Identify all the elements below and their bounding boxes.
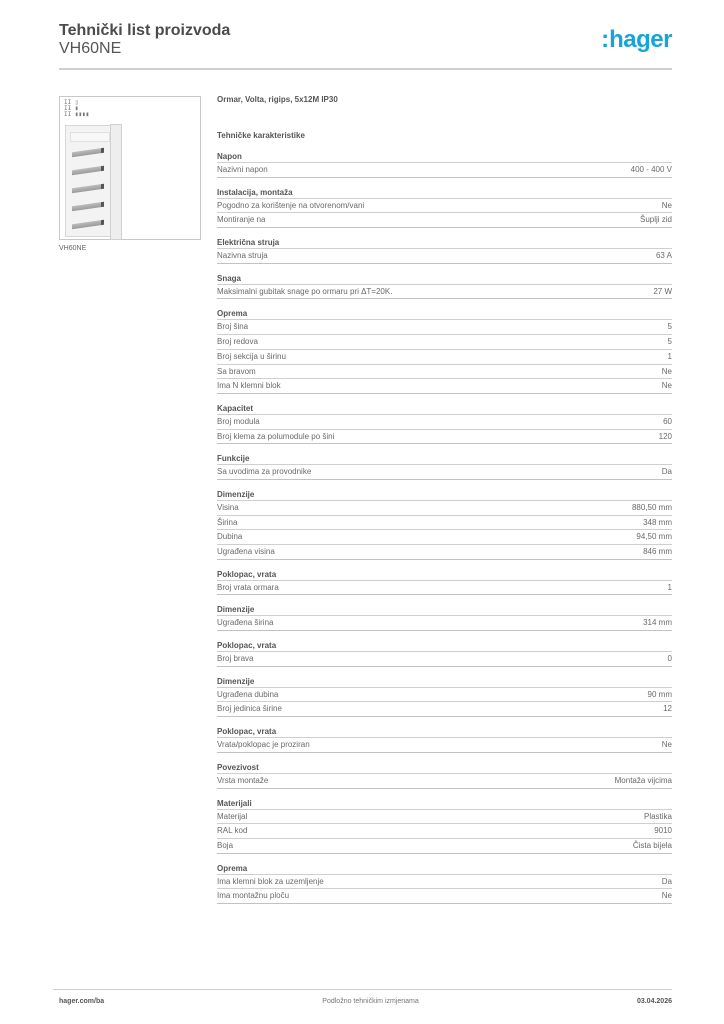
spec-value: Šuplji zid xyxy=(639,215,672,225)
spec-row xyxy=(217,379,672,394)
document-title: Tehnički list proizvoda xyxy=(59,22,231,39)
product-image-caption: VH60NE xyxy=(59,245,87,252)
spec-label: Ima montažnu ploču xyxy=(217,891,290,901)
spec-group xyxy=(217,604,672,631)
spec-group xyxy=(217,676,672,717)
spec-group-title: Dimenzije xyxy=(217,604,672,616)
spec-value: Čista bijela xyxy=(632,840,672,850)
spec-value: Da xyxy=(661,467,672,477)
page-footer xyxy=(59,998,672,1005)
spec-heading: Tehničke karakteristike xyxy=(217,131,305,140)
spec-group-title: Dimenzije xyxy=(217,489,672,501)
spec-label: Vrata/poklopac je proziran xyxy=(217,740,310,750)
logo-text: hager xyxy=(609,26,672,53)
spec-row xyxy=(217,616,672,631)
spec-value: 400 - 400 V xyxy=(630,165,672,174)
spec-label: Vrsta montaže xyxy=(217,775,269,785)
spec-value: 12 xyxy=(663,704,672,714)
spec-content xyxy=(217,94,672,913)
footer-note: Podložno tehničkim izmjenama xyxy=(322,998,419,1005)
spec-row xyxy=(217,530,672,545)
spec-label: Boja xyxy=(217,840,234,850)
spec-value: 0 xyxy=(667,654,672,664)
spec-row xyxy=(217,430,672,445)
spec-row xyxy=(217,810,672,825)
spec-value: 9010 xyxy=(654,826,672,836)
spec-value: 1 xyxy=(667,582,672,592)
spec-label: Ima N klemni blok xyxy=(217,381,281,391)
spec-group xyxy=(217,762,672,789)
spec-row xyxy=(217,516,672,531)
spec-group xyxy=(217,489,672,560)
spec-value: 5 xyxy=(667,322,672,332)
spec-row xyxy=(217,545,672,560)
spec-row xyxy=(217,249,672,264)
spec-row xyxy=(217,824,672,839)
spec-row xyxy=(217,365,672,380)
spec-group-title: Povezivost xyxy=(217,762,672,774)
spec-label: Broj vrata ormara xyxy=(217,582,279,592)
spec-row xyxy=(217,213,672,228)
spec-group-title: Poklopac, vrata xyxy=(217,726,672,738)
spec-group xyxy=(217,403,672,444)
spec-label: RAL kod xyxy=(217,826,248,836)
spec-row xyxy=(217,738,672,753)
spec-row xyxy=(217,350,672,365)
spec-group xyxy=(217,798,672,854)
spec-label: Pogodno za korištenje na otvorenom/vani xyxy=(217,200,365,210)
spec-row xyxy=(217,875,672,890)
spec-group-title: Oprema xyxy=(217,863,672,875)
spec-label: Maksimalni gubitak snage po ormaru pri ΔT=20K. xyxy=(217,286,393,296)
logo-prefix: : xyxy=(601,26,610,53)
spec-group-title: Poklopac, vrata xyxy=(217,640,672,652)
spec-row xyxy=(217,702,672,717)
spec-label: Broj šina xyxy=(217,322,249,332)
footer-website: hager.com/ba xyxy=(59,998,105,1005)
spec-row xyxy=(217,889,672,904)
spec-value: Ne xyxy=(661,381,672,391)
product-image xyxy=(59,96,201,240)
spec-value: Montaža vijcima xyxy=(614,775,672,785)
spec-label: Visina xyxy=(217,502,239,512)
spec-value: 5 xyxy=(667,337,672,347)
spec-group-title: Napon xyxy=(217,151,672,163)
spec-label: Montiranje na xyxy=(217,215,266,225)
spec-label: Broj jedinica širine xyxy=(217,704,282,714)
spec-label: Dubina xyxy=(217,532,243,542)
spec-group xyxy=(217,187,672,228)
spec-group xyxy=(217,237,672,264)
spec-value: Da xyxy=(661,876,672,886)
spec-group-title: Instalacija, montaža xyxy=(217,187,672,199)
page-header xyxy=(59,22,672,70)
spec-value: Plastika xyxy=(643,811,672,821)
spec-label: Broj modula xyxy=(217,416,260,426)
spec-row xyxy=(217,285,672,300)
spec-label: Sa bravom xyxy=(217,366,256,376)
spec-group xyxy=(217,726,672,753)
spec-label: Nazivni napon xyxy=(217,165,268,174)
spec-label: Nazivna struja xyxy=(217,251,268,261)
spec-row xyxy=(217,839,672,854)
spec-row xyxy=(217,581,672,596)
spec-group-title: Poklopac, vrata xyxy=(217,569,672,581)
spec-label: Ugrađena dubina xyxy=(217,689,279,699)
spec-row xyxy=(217,501,672,516)
spec-group-title: Snaga xyxy=(217,273,672,285)
spec-value: Ne xyxy=(661,740,672,750)
spec-value: Ne xyxy=(661,200,672,210)
spec-group xyxy=(217,863,672,904)
spec-group xyxy=(217,308,672,393)
accessories-icon: ΙΙ ▯ ΙΙ ▮ ΙΙ ▮▮▮▮ xyxy=(64,99,90,118)
spec-label: Širina xyxy=(217,517,238,527)
spec-group-title: Oprema xyxy=(217,308,672,320)
spec-row xyxy=(217,688,672,703)
spec-value: 63 A xyxy=(655,251,672,261)
spec-value: 846 mm xyxy=(643,547,672,556)
spec-row xyxy=(217,199,672,214)
spec-value: 120 xyxy=(658,431,672,441)
spec-label: Broj klema za polumodule po šini xyxy=(217,431,335,441)
spec-group xyxy=(217,640,672,667)
spec-label: Ugrađena širina xyxy=(217,618,274,628)
cabinet-icon xyxy=(65,125,115,237)
spec-group-title: Funkcije xyxy=(217,453,672,465)
spec-label: Broj redova xyxy=(217,337,258,347)
spec-label: Sa uvodima za provodnike xyxy=(217,467,312,477)
hager-logo xyxy=(601,28,672,52)
spec-value: 94,50 mm xyxy=(636,532,672,542)
spec-group xyxy=(217,273,672,300)
spec-row xyxy=(217,774,672,789)
spec-value: Ne xyxy=(661,366,672,376)
spec-value: 27 W xyxy=(653,286,672,296)
spec-row xyxy=(217,465,672,480)
spec-group xyxy=(217,151,672,178)
spec-row xyxy=(217,163,672,178)
product-code: VH60NE xyxy=(59,40,122,57)
header-divider xyxy=(59,68,672,70)
footer-date: 03.04.2026 xyxy=(636,998,672,1005)
spec-value: 90 mm xyxy=(647,689,672,699)
spec-group-title: Kapacitet xyxy=(217,403,672,415)
spec-value: 60 xyxy=(663,416,672,426)
footer-divider xyxy=(53,989,672,990)
spec-group-title: Električna struja xyxy=(217,237,672,249)
spec-value: 314 mm xyxy=(643,618,672,628)
spec-row xyxy=(217,415,672,430)
spec-value: 880,50 mm xyxy=(631,502,672,512)
spec-label: Broj brava xyxy=(217,654,254,664)
spec-row xyxy=(217,320,672,335)
spec-row xyxy=(217,652,672,667)
spec-value: 348 mm xyxy=(643,517,672,527)
spec-row xyxy=(217,335,672,350)
spec-group xyxy=(217,569,672,596)
spec-group xyxy=(217,453,672,480)
spec-value: 1 xyxy=(667,351,672,361)
spec-value: Ne xyxy=(661,891,672,901)
spec-label: Materijal xyxy=(217,811,248,821)
spec-group-title: Dimenzije xyxy=(217,676,672,688)
spec-groups xyxy=(217,151,672,904)
spec-label: Ugrađena visina xyxy=(217,547,275,556)
spec-label: Ima klemni blok za uzemljenje xyxy=(217,876,324,886)
spec-label: Broj sekcija u širinu xyxy=(217,351,286,361)
spec-group-title: Materijali xyxy=(217,798,672,810)
product-description: Ormar, Volta, rigips, 5x12M IP30 xyxy=(217,95,338,104)
